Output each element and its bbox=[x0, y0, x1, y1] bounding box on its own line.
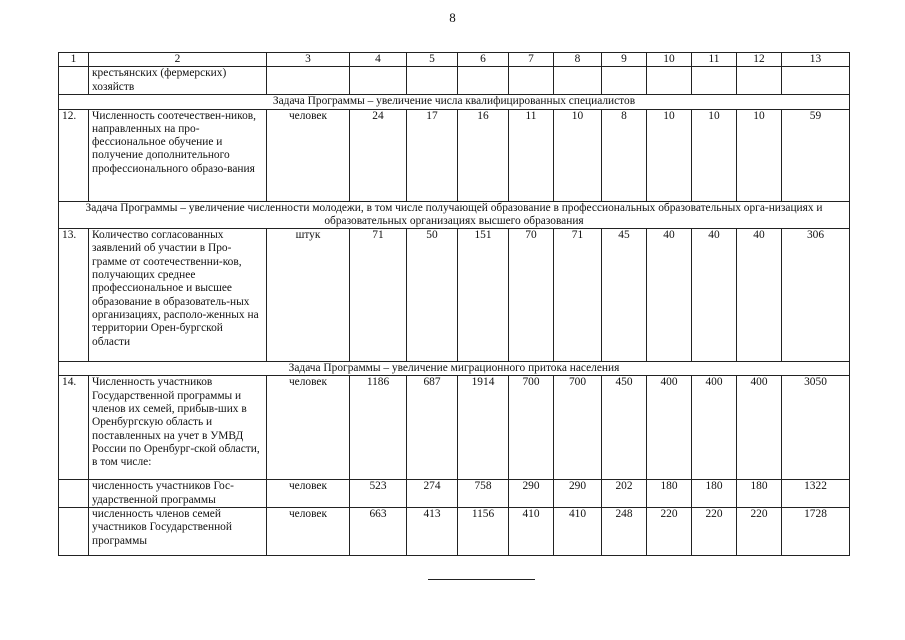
value-cell: 410 bbox=[554, 508, 602, 556]
value-cell: 180 bbox=[692, 480, 737, 508]
value-cell: 24 bbox=[350, 109, 407, 201]
value-cell: 1914 bbox=[458, 376, 509, 480]
table-row bbox=[59, 480, 850, 508]
value-cell bbox=[509, 67, 554, 95]
value-cell: 290 bbox=[509, 480, 554, 508]
row-number: 14. bbox=[59, 376, 89, 480]
column-header: 1 bbox=[59, 53, 89, 67]
value-cell: 410 bbox=[509, 508, 554, 556]
row-number bbox=[59, 508, 89, 556]
value-cell: 220 bbox=[647, 508, 692, 556]
page-number: 8 bbox=[449, 10, 456, 25]
value-cell: 220 bbox=[692, 508, 737, 556]
indicator-name: крестьянских (фермерских) хозяйств bbox=[89, 67, 267, 95]
section-heading-row bbox=[59, 362, 850, 376]
value-cell: 16 bbox=[458, 109, 509, 201]
value-cell bbox=[554, 67, 602, 95]
value-cell: 400 bbox=[737, 376, 782, 480]
value-cell: 180 bbox=[737, 480, 782, 508]
value-cell: 1186 bbox=[350, 376, 407, 480]
column-header: 11 bbox=[692, 53, 737, 67]
value-cell bbox=[782, 67, 850, 95]
column-header: 13 bbox=[782, 53, 850, 67]
row-number bbox=[59, 480, 89, 508]
column-header: 2 bbox=[89, 53, 267, 67]
column-header: 8 bbox=[554, 53, 602, 67]
section-title: Задача Программы – увеличение миграционного притока населения bbox=[59, 362, 850, 376]
indicator-name: Численность соотечествен-ников, направленных на про-фессиональное обучение и получение дополнительного профессионального образо-вания bbox=[89, 109, 267, 201]
value-cell: 45 bbox=[602, 229, 647, 362]
row-number: 12. bbox=[59, 109, 89, 201]
end-line bbox=[428, 579, 535, 580]
section-heading-row bbox=[59, 201, 850, 229]
value-cell bbox=[602, 67, 647, 95]
value-cell bbox=[647, 67, 692, 95]
value-cell: 758 bbox=[458, 480, 509, 508]
value-cell: 10 bbox=[647, 109, 692, 201]
unit-of-measure: человек bbox=[267, 508, 350, 556]
value-cell: 1728 bbox=[782, 508, 850, 556]
value-cell: 700 bbox=[554, 376, 602, 480]
value-cell: 413 bbox=[407, 508, 458, 556]
unit-of-measure bbox=[267, 67, 350, 95]
value-cell: 151 bbox=[458, 229, 509, 362]
value-cell bbox=[737, 67, 782, 95]
table-row bbox=[59, 508, 850, 556]
value-cell: 50 bbox=[407, 229, 458, 362]
value-cell: 400 bbox=[647, 376, 692, 480]
value-cell: 700 bbox=[509, 376, 554, 480]
value-cell: 8 bbox=[602, 109, 647, 201]
column-header: 9 bbox=[602, 53, 647, 67]
value-cell: 17 bbox=[407, 109, 458, 201]
row-number: 13. bbox=[59, 229, 89, 362]
value-cell: 3050 bbox=[782, 376, 850, 480]
value-cell: 220 bbox=[737, 508, 782, 556]
value-cell: 40 bbox=[647, 229, 692, 362]
value-cell: 71 bbox=[554, 229, 602, 362]
value-cell: 70 bbox=[509, 229, 554, 362]
table-row bbox=[59, 67, 850, 95]
table-body bbox=[59, 53, 850, 556]
value-cell bbox=[350, 67, 407, 95]
value-cell: 10 bbox=[554, 109, 602, 201]
indicator-name: численность членов семей участников Государственной программы bbox=[89, 508, 267, 556]
value-cell: 274 bbox=[407, 480, 458, 508]
column-header: 7 bbox=[509, 53, 554, 67]
value-cell: 248 bbox=[602, 508, 647, 556]
value-cell: 40 bbox=[692, 229, 737, 362]
indicator-name: Количество согласованных заявлений об участии в Про-грамме от соотечественни-ков, получающих среднее профессиональное и высшее образование в образователь-ных организациях, располо-женных на территории Орен-бургской области bbox=[89, 229, 267, 362]
value-cell: 202 bbox=[602, 480, 647, 508]
value-cell: 10 bbox=[692, 109, 737, 201]
table-row bbox=[59, 376, 850, 480]
header-row bbox=[59, 53, 850, 67]
value-cell bbox=[458, 67, 509, 95]
column-header: 6 bbox=[458, 53, 509, 67]
unit-of-measure: человек bbox=[267, 109, 350, 201]
table-row bbox=[59, 229, 850, 362]
column-header: 3 bbox=[267, 53, 350, 67]
value-cell: 71 bbox=[350, 229, 407, 362]
value-cell: 400 bbox=[692, 376, 737, 480]
row-number bbox=[59, 67, 89, 95]
value-cell: 1322 bbox=[782, 480, 850, 508]
value-cell: 180 bbox=[647, 480, 692, 508]
value-cell: 663 bbox=[350, 508, 407, 556]
section-heading-row bbox=[59, 95, 850, 109]
table-row bbox=[59, 109, 850, 201]
column-header: 12 bbox=[737, 53, 782, 67]
value-cell: 290 bbox=[554, 480, 602, 508]
value-cell bbox=[692, 67, 737, 95]
indicators-table bbox=[58, 52, 850, 556]
section-title: Задача Программы – увеличение численности молодежи, в том числе получающей образование в профессиональных образовательных орга-низациях и образовательных организациях высшего образования bbox=[59, 201, 850, 229]
value-cell: 1156 bbox=[458, 508, 509, 556]
value-cell: 687 bbox=[407, 376, 458, 480]
column-header: 4 bbox=[350, 53, 407, 67]
value-cell: 59 bbox=[782, 109, 850, 201]
unit-of-measure: человек bbox=[267, 480, 350, 508]
indicator-name: Численность участников Государственной программы и членов их семей, прибыв-ших в Оренбургскую область и поставленных на учет в УМВД России по Оренбург-ской области, в том числе: bbox=[89, 376, 267, 480]
value-cell: 40 bbox=[737, 229, 782, 362]
section-title: Задача Программы – увеличение числа квалифицированных специалистов bbox=[59, 95, 850, 109]
value-cell bbox=[407, 67, 458, 95]
indicator-name: численность участников Гос-ударственной программы bbox=[89, 480, 267, 508]
value-cell: 10 bbox=[737, 109, 782, 201]
value-cell: 450 bbox=[602, 376, 647, 480]
value-cell: 306 bbox=[782, 229, 850, 362]
value-cell: 11 bbox=[509, 109, 554, 201]
value-cell: 523 bbox=[350, 480, 407, 508]
unit-of-measure: человек bbox=[267, 376, 350, 480]
unit-of-measure: штук bbox=[267, 229, 350, 362]
column-header: 10 bbox=[647, 53, 692, 67]
column-header: 5 bbox=[407, 53, 458, 67]
